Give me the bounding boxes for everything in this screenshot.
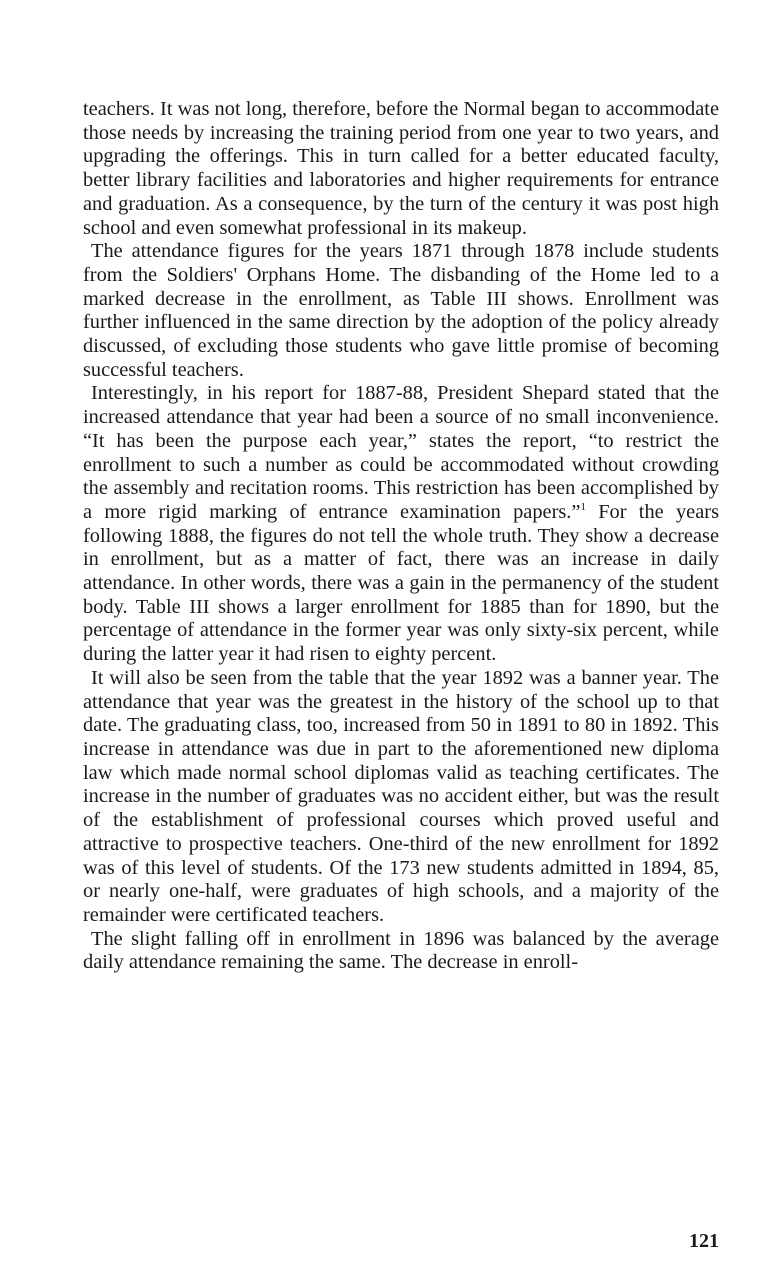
paragraph-3 xyxy=(83,382,719,666)
paragraph-3-continuation: For the years following 1888, the figures do not tell the whole truth. They show a decrease in enrollment, but as a matter of fact, there was an increase in daily attendance. In other words, there was a gain in the permanency of the student body. Table III shows a larger enrollment for 1885 than for 1890, but the percentage of attendance in the former year was only sixty-six percent, while during the latter year it had risen to eighty percent. xyxy=(83,500,720,666)
page-number: 121 xyxy=(689,1230,719,1252)
paragraph-3-quote: Interestingly, in his report for 1887-88, President Shepard stated that the increased attendance that year had been a source of no small inconvenience. “It has been the purpose each year,” states the report, “to restrict the enrollment to such a number as could be accommodated without crowding the assembly and recitation rooms. This restriction has been accomplished by a more rigid marking of entrance examination papers.” xyxy=(83,382,719,523)
paragraph-1: teachers. It was not long, therefore, before the Normal began to accommodate those needs by increasing the training period from one year to two years, and upgrading the offerings. This in turn called for a better educated faculty, better library facilities and laboratories and higher requirements for entrance and graduation. As a consequence, by the turn of the century it was post high school and even somewhat professional in its makeup. xyxy=(83,98,719,239)
paragraph-4: It will also be seen from the table that the year 1892 was a banner year. The attendance that year was the greatest in the history of the school up to that date. The graduating class, too, increased from 50 in 1891 to 80 in 1892. This increase in attendance was due in part to the aforementioned new diploma law which made normal school diplomas valid as teaching certificates. The increase in the number of graduates was no accident either, but was the result of the establishment of professional courses which proved useful and attractive to prospective teachers. One-third of the new enrollment for 1892 was of this level of students. Of the 173 new students admitted in 1894, 85, or nearly one-half, were graduates of high schools, and a majority of the remainder were certificated teachers. xyxy=(83,666,719,926)
body-text xyxy=(83,98,719,975)
paragraph-5: The slight falling off in enrollment in 1896 was balanced by the average daily attendance remaining the same. The decrease in enroll- xyxy=(83,927,719,974)
paragraph-2: The attendance figures for the years 1871 through 1878 include students from the Soldiers' Orphans Home. The disbanding of the Home led to a marked decrease in the enrollment, as Table III shows. Enrollment was further influenced in the same direction by the adoption of the policy already discussed, of excluding those students who gave little promise of becoming successful teachers. xyxy=(83,240,719,381)
footnote-marker: 1 xyxy=(580,501,586,514)
